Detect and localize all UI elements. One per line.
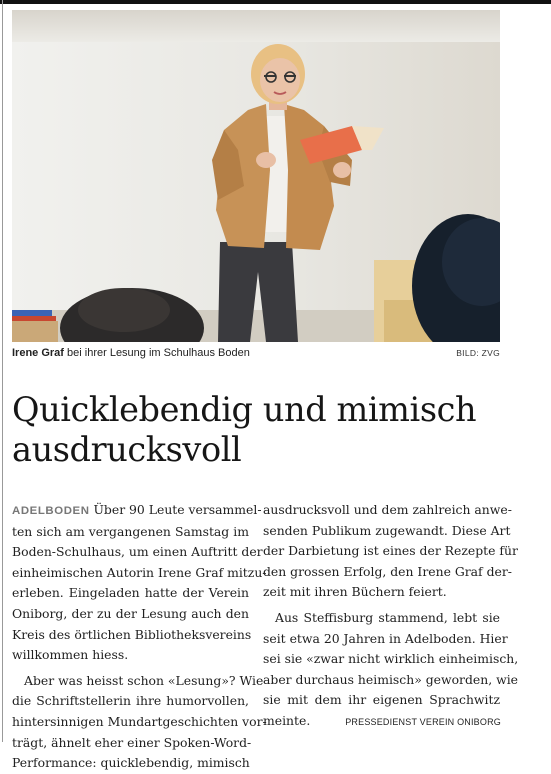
caption-text: bei ihrer Lesung im Schulhaus Boden [63, 347, 250, 359]
article-line: senden Publikum zugewandt. Diese Art [263, 522, 511, 538]
article-line: die Schriftstellerin ihre humorvollen, [12, 693, 249, 709]
article-line [12, 500, 262, 522]
article-line: den grossen Erfolg, den Irene Graf der- [263, 563, 512, 579]
article-line: erleben. Eingeladen hatte der Verein [12, 585, 249, 601]
photo-credit: BILD: ZVG [456, 348, 500, 358]
article-line: ten sich am vergangenen Samstag im [12, 523, 249, 539]
article-line: einheimischen Autorin Irene Graf mitzu- [12, 564, 267, 580]
article-line: Oniborg, der zu der Lesung auch den [12, 605, 249, 621]
article-line: meinte. [263, 712, 311, 728]
headline-line: ausdrucksvoll [12, 430, 242, 469]
top-rule [0, 0, 551, 4]
article-photo [12, 10, 500, 342]
article-line: Kreis des örtlichen Bibliotheksvereins [12, 626, 252, 642]
caption-name: Irene Graf [12, 347, 64, 359]
article-line: aber durchaus heimisch» geworden, wie [263, 671, 518, 687]
headline-line: Quicklebendig und mimisch [12, 390, 477, 429]
article-line: willkommen hiess. [12, 647, 129, 663]
article-line: sie mit dem ihr eigenen Sprachwitz [263, 692, 500, 708]
column-rule [2, 0, 3, 742]
article-line: trägt, ähnelt eher einer Spoken-Word- [12, 734, 252, 750]
article-line-text: Über 90 Leute versammel- [89, 502, 262, 517]
article-column-right [263, 500, 519, 732]
article-line: seit etwa 20 Jahren in Adelboden. Hier [263, 630, 508, 646]
article-line: sei sie «zwar nicht wirklich einheimisch, [263, 651, 519, 667]
photo-caption [12, 347, 500, 363]
article-line: Performance: quicklebendig, mimisch [12, 755, 250, 771]
article-line: zeit mit ihren Büchern feiert. [263, 584, 447, 600]
article-line: Aus Steffisburg stammend, lebt sie [275, 609, 500, 625]
author-signature: PRESSEDIENST VEREIN ONIBORG [345, 717, 501, 727]
article-line: der Darbietung ist eines der Rezepte für [263, 543, 518, 559]
article-line: ausdrucksvoll und dem zahlreich anwe- [263, 502, 512, 517]
article-line: Boden-Schulhaus, um einen Auftritt der [12, 544, 263, 560]
headline [12, 390, 512, 470]
article-line: hintersinnigen Mundartgeschichten vor- [12, 713, 267, 729]
article-column-left [12, 500, 267, 774]
dateline: ADELBODEN [12, 505, 90, 517]
article-line: Aber was heisst schon «Lesung»? Wie [24, 672, 264, 688]
